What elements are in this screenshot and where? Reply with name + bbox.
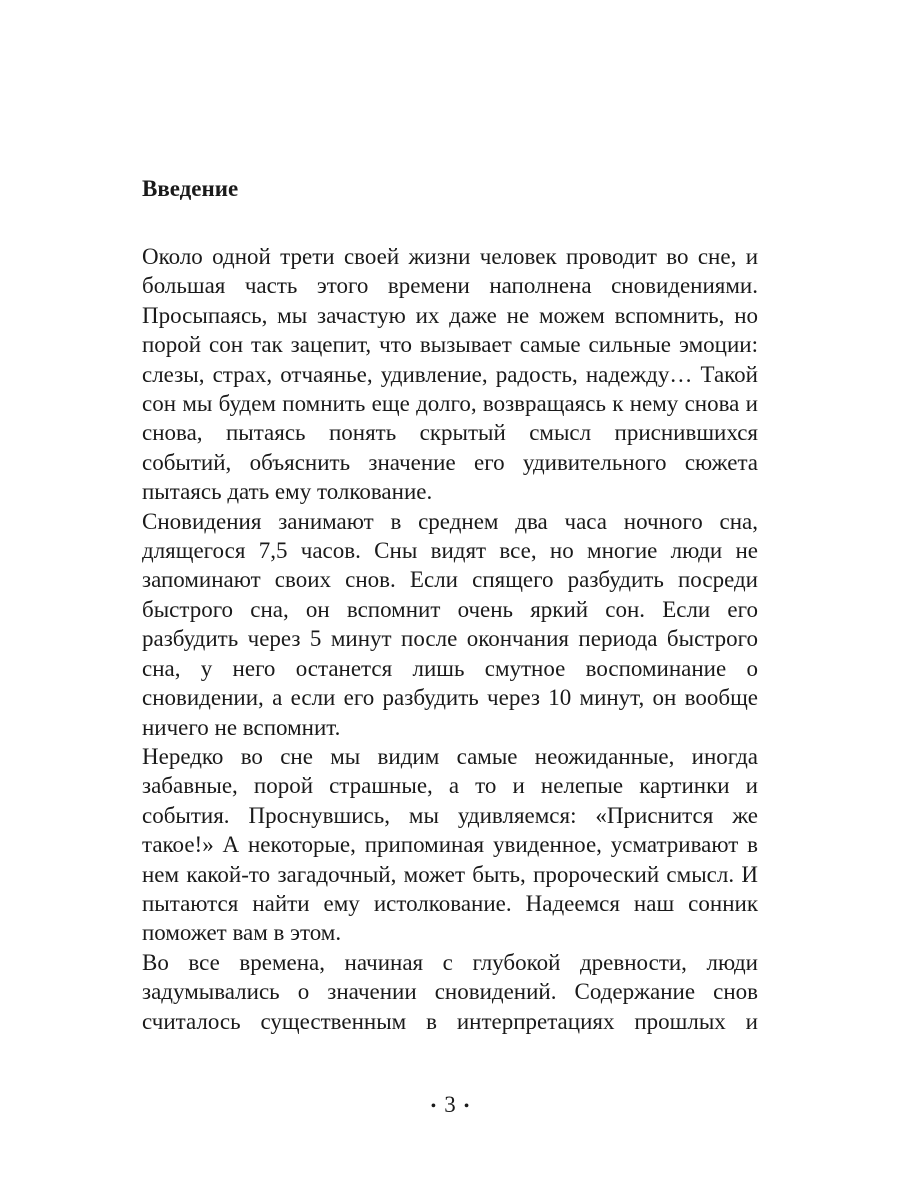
page-number: 3 <box>444 1092 456 1117</box>
document-page <box>142 172 758 1036</box>
section-heading: Введение <box>142 176 239 201</box>
paragraph-3: Нередко во сне мы видим самые неожиданные, иногда забавные, порой страшные, а то и нелепые картинки и события. Проснувшись, мы удивляемся: «Приснится же такое!» А некоторые, припоминая увиденное, усматривают в нем какой-то загадочный, может быть, пророческий смысл. И пытаются найти ему истолкование. Надеемся наш сонник поможет вам в этом. <box>142 743 758 946</box>
footer-bullet-right: • <box>463 1097 470 1115</box>
paragraph-4: Во все времена, начиная с глубокой древности, люди задумывались о значении сновидений. Содержание снов считалось существенным в интерпретациях прошлых и <box>142 949 758 1034</box>
page-footer <box>0 1090 900 1122</box>
paragraph-1: Около одной трети своей жизни человек проводит во сне, и большая часть этого времени наполнена сновидениями. Просыпаясь, мы зачастую их даже не можем вспомнить, но порой сон так зацепит, что вызывает самые сильные эмоции: слезы, страх, отчаянье, удивление, радость, надежду… Такой сон мы будем помнить еще долго, возвращаясь к нему снова и снова, пытаясь понять скрытый смысл приснившихся событий, объяснить значение его удивительного сюжета пытаясь дать ему толкование. <box>142 244 758 505</box>
paragraph-2: Сновидения занимают в среднем два часа ночного сна, длящегося 7,5 часов. Сны видят все, но многие люди не запоминают своих снов. Если спящего разбудить посреди быстрого сна, он вспомнит очень яркий сон. Если его разбудить через 5 минут после окончания периода быстрого сна, у него останется лишь смутное воспоминание о сновидении, а если его разбудить через 10 минут, он вообще ничего не вспомнит. <box>142 508 758 740</box>
footer-bullet-left: • <box>430 1097 437 1115</box>
